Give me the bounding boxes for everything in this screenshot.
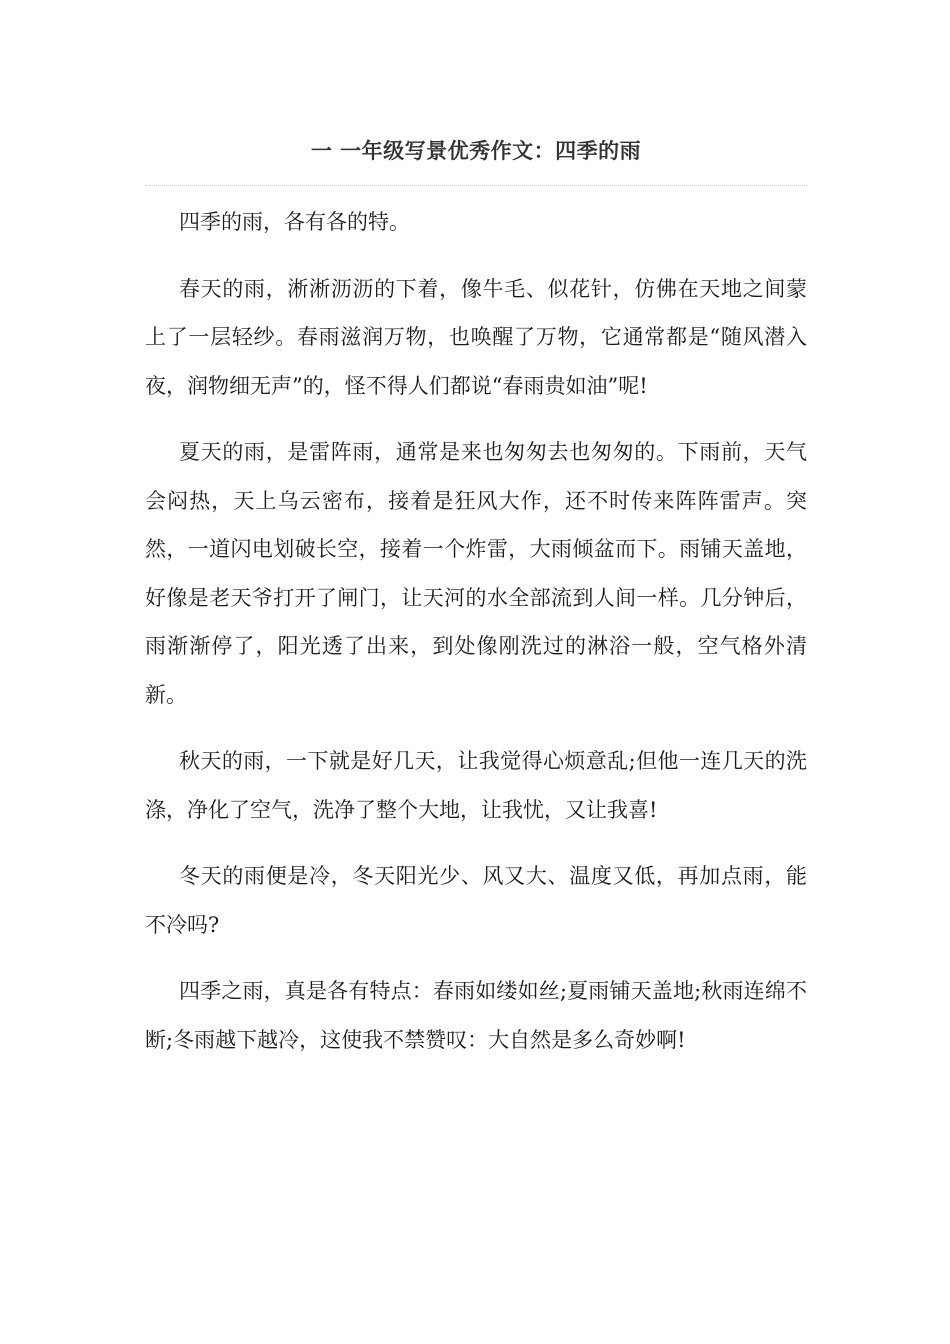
paragraph-spring: 春天的雨，淅淅沥沥的下着，像牛毛、似花针，仿佛在天地之间蒙上了一层轻纱。春雨滋润万物，也唤醒了万物，它通常都是“随风潜入夜，润物细无声”的，怪不得人们都说“春雨贵如油”呢! bbox=[145, 276, 807, 398]
paragraph-conclusion: 四季之雨，真是各有特点：春雨如缕如丝;夏雨铺天盖地;秋雨连绵不断;冬雨越下越冷，这使我不禁赞叹：大自然是多么奇妙啊! bbox=[145, 979, 807, 1052]
paragraph-summer: 夏天的雨，是雷阵雨，通常是来也匆匆去也匆匆的。下雨前，天气会闷热，天上乌云密布，接着是狂风大作，还不时传来阵阵雷声。突然，一道闪电划破长空，接着一个炸雷，大雨倾盆而下。雨铺天盖地，好像是老天爷打开了闸门，让天河的水全部流到人间一样。几分钟后，雨渐渐停了，阳光透了出来，到处像刚洗过的淋浴一般，空气格外清新。 bbox=[145, 440, 807, 707]
paragraph-winter: 冬天的雨便是冷，冬天阳光少、风又大、温度又低，再加点雨，能不冷吗? bbox=[145, 864, 807, 937]
document-title: 一 一年级写景优秀作文：四季的雨 bbox=[310, 138, 642, 163]
title-divider bbox=[145, 185, 807, 186]
document-body bbox=[145, 198, 807, 1082]
paragraph-autumn: 秋天的雨，一下就是好几天，让我觉得心烦意乱;但他一连几天的洗涤，净化了空气，洗净了整个大地，让我忧，又让我喜! bbox=[145, 749, 807, 822]
paragraph-intro: 四季的雨，各有各的特。 bbox=[179, 210, 410, 234]
